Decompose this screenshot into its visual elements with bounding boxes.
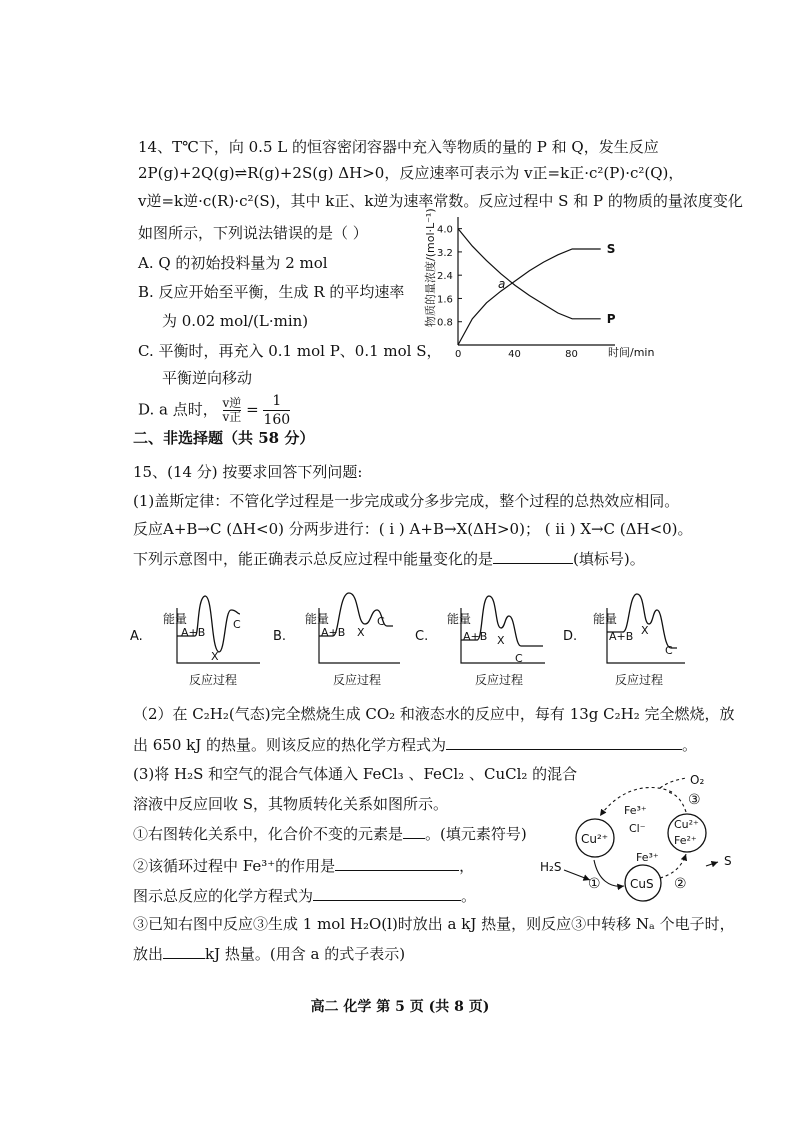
- q15-p3-line2: 溶液中反应回收 S，其物质转化关系如图所示。: [133, 795, 449, 813]
- diagram-c-ylabel: 能量: [447, 612, 472, 626]
- q15-p3-q2-text: ②该循环过程中 Fe³⁺的作用是: [133, 857, 336, 875]
- q15-p2-line1: （2）在 C₂H₂(气态)完全燃烧生成 CO₂ 和液态水的反应中，每有 13g C₂H₂ 完全燃烧，放: [133, 705, 735, 723]
- energy-diagrams: [125, 588, 685, 688]
- step-2-label: ②: [674, 876, 687, 892]
- diagram-c-start: A+B: [463, 630, 488, 643]
- diagram-a-letter: A.: [130, 629, 143, 644]
- diagram-b-xlabel: 反应过程: [333, 673, 382, 687]
- q15-p1-line1: (1)盖斯定律：不管化学过程是一步完成或分多步完成，整个过程的总热效应相同。: [133, 492, 680, 510]
- q15-p3-q3-text: 图示总反应的化学方程式为: [133, 887, 314, 905]
- q14-option-d-prefix: D. a 点时，: [138, 400, 218, 419]
- step-1-label: ①: [588, 876, 601, 892]
- q14-line4: 如图所示，下列说法错误的是（ ）: [138, 224, 368, 242]
- cu2-left-label: Cu²⁺: [581, 832, 609, 846]
- diagram-c-letter: C.: [415, 629, 429, 644]
- diagram-d-end: C: [665, 644, 673, 657]
- q15-p3-q5-end: kJ 热量。(用含 a 的式子表示): [205, 945, 406, 963]
- point-a-label: a: [497, 276, 506, 291]
- arc-cus-to-right: [660, 854, 686, 878]
- q14-option-a: A. Q 的初始投料量为 2 mol: [138, 254, 328, 272]
- chart-ylabel: 物质的量浓度/(mol·L⁻¹): [424, 208, 437, 327]
- diagram-c-xlabel: 反应过程: [475, 673, 524, 687]
- answer-blank-6[interactable]: [163, 944, 205, 959]
- q15-head: 15、(14 分) 按要求回答下列问题:: [133, 463, 363, 481]
- cus-label: CuS: [630, 877, 654, 891]
- q15-p2-line2-text: 出 650 kJ 的热量。则该反应的热化学方程式为: [133, 736, 447, 754]
- q15-p2-line2: [133, 735, 697, 755]
- diagram-a-xlabel: 反应过程: [189, 673, 238, 687]
- q14-option-d: [138, 392, 290, 429]
- energy-diagram-b: [273, 593, 400, 687]
- diagram-b-letter: B.: [273, 629, 287, 644]
- x-tick-label: 80: [565, 349, 578, 360]
- x-tick-label: 0: [455, 349, 462, 360]
- s-arrow: [706, 862, 718, 866]
- page-footer: 高二 化学 第 5 页 (共 8 页): [310, 999, 490, 1015]
- diagram-d-xlabel: 反应过程: [615, 673, 664, 687]
- series-p-line: [458, 229, 601, 319]
- energy-diagram-d: [563, 594, 685, 687]
- q15-p2-line2-end: 。: [682, 736, 698, 754]
- diagram-a-start: A+B: [181, 626, 206, 639]
- diagram-b-start: A+B: [321, 626, 346, 639]
- q14-line1: 14、T℃下，向 0.5 L 的恒容密闭容器中充入等物质的量的 P 和 Q，发生反应: [138, 138, 659, 156]
- answer-blank-4[interactable]: [335, 856, 459, 871]
- s-label: S: [724, 854, 732, 868]
- diagram-d-letter: D.: [563, 629, 578, 644]
- q14-option-d-value: [263, 392, 290, 429]
- diagram-c-mid: X: [497, 634, 505, 647]
- answer-blank-5[interactable]: [313, 886, 461, 901]
- q14-ratio-top: v逆: [222, 396, 242, 410]
- fe3-mid-label: Fe³⁺: [636, 851, 659, 864]
- energy-diagram-c: [415, 596, 545, 687]
- answer-blank-3[interactable]: [403, 824, 425, 839]
- diagram-d-ylabel: 能量: [593, 612, 618, 626]
- h2s-arrow: [564, 870, 590, 880]
- diagram-a-end: C: [233, 618, 241, 631]
- fe2-right-label: Fe²⁺: [674, 834, 697, 847]
- q15-p1-line2: 反应A+B→C (ΔH<0) 分两步进行：( i ) A+B→X(ΔH>0)； ( ii ) X→C (ΔH<0)。: [133, 520, 693, 538]
- q14-option-c1: C. 平衡时，再充入 0.1 mol P、0.1 mol S，: [138, 342, 442, 360]
- q14-option-c2: 平衡逆向移动: [162, 369, 253, 387]
- arc-right-up: [668, 792, 686, 812]
- y-tick-label: 3.2: [437, 247, 453, 259]
- o2-label: O₂: [690, 773, 705, 787]
- series-s-line: [458, 249, 601, 345]
- energy-diagram-a: [130, 596, 260, 687]
- q15-p3-q3: [133, 886, 476, 906]
- diagram-d-mid: X: [641, 624, 649, 637]
- q14-value-top: 1: [263, 392, 290, 411]
- diagram-a-mid: X: [211, 650, 219, 663]
- q15-p1-line3-end: (填标号)。: [573, 550, 645, 568]
- q15-p3-q5: [133, 944, 405, 964]
- step-3-label: ③: [688, 792, 701, 808]
- q14-ratio-bottom: v正: [222, 410, 242, 424]
- y-tick-label: 1.6: [437, 294, 453, 306]
- q15-p3-q4: ③已知右图中反应③生成 1 mol H₂O(l)时放出 a kJ 热量，则反应③中转移 Nₐ 个电子时，: [133, 915, 735, 933]
- arc-o2-feed: [660, 778, 686, 788]
- q15-p1-line3: [133, 549, 645, 569]
- q15-p3-q1-text: ①右图转化关系中，化合价不变的元素是: [133, 825, 404, 843]
- q15-p3-q5-start: 放出: [133, 945, 164, 963]
- q14-line2: 2P(g)+2Q(g)⇌R(g)+2S(g) ΔH>0，反应速率可表示为 v正=k正·c²(P)·c²(Q)，: [138, 164, 684, 182]
- diagram-b-mid: X: [357, 626, 365, 639]
- series-s-label: S: [606, 242, 616, 256]
- answer-blank-2[interactable]: [446, 735, 682, 750]
- q14-value-bottom: 160: [263, 412, 291, 428]
- q14-option-b2: 为 0.02 mol/(L·min): [162, 312, 309, 330]
- cu2-right-label: Cu²⁺: [674, 818, 699, 831]
- diagram-b-ylabel: 能量: [305, 612, 330, 626]
- chart-xlabel: 时间/min: [608, 346, 655, 359]
- answer-blank-1[interactable]: [493, 549, 573, 564]
- conversion-cycle-diagram: [540, 770, 740, 900]
- fe3-top-label: Fe³⁺: [624, 804, 647, 817]
- q15-p3-q1: [133, 824, 527, 844]
- concentration-chart: [420, 205, 670, 360]
- section-2-title: 二、非选择题（共 58 分）: [133, 429, 315, 447]
- diagram-c-end: C: [515, 652, 523, 665]
- y-tick-label: 4.0: [437, 224, 453, 236]
- y-tick-label: 2.4: [437, 271, 453, 283]
- q14-option-b1: B. 反应开始至平衡，生成 R 的平均速率: [138, 283, 405, 301]
- series-p-label: P: [606, 311, 616, 326]
- q15-p3-q3-end: 。: [461, 887, 477, 905]
- h2s-label: H₂S: [540, 860, 562, 874]
- q14-option-d-eq: =: [246, 400, 259, 419]
- q14-line3: v逆=k逆·c(R)·c²(S)，其中 k正、k逆为速率常数。反应过程中 S 和 P 的物质的量浓度变化: [138, 192, 743, 210]
- diagram-a-ylabel: 能量: [163, 612, 188, 626]
- y-tick-label: 0.8: [437, 317, 453, 329]
- q15-p1-line3-text: 下列示意图中，能正确表示总反应过程中能量变化的是: [133, 550, 494, 568]
- q15-p3-q2-end: ，: [459, 857, 475, 875]
- q15-p3-q2: [133, 856, 474, 876]
- q15-p3-q1-end: 。(填元素符号): [425, 825, 527, 843]
- cl-label: Cl⁻: [629, 822, 646, 835]
- diagram-b-end: C: [377, 615, 385, 628]
- q15-p3-line1: (3)将 H₂S 和空气的混合气体通入 FeCl₃ 、FeCl₂ 、CuCl₂ 的混合: [133, 765, 578, 783]
- x-tick-label: 40: [508, 349, 521, 360]
- diagram-d-start: A+B: [609, 630, 634, 643]
- q14-option-d-ratio: [223, 397, 242, 424]
